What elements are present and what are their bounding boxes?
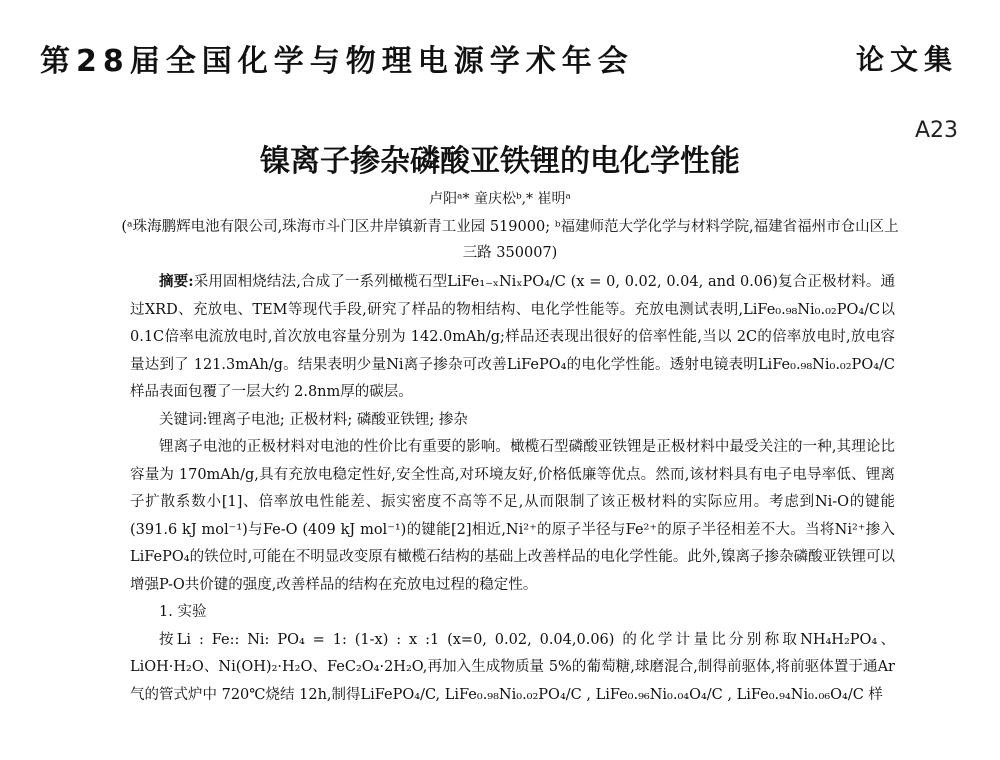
collection-label: 论文集 [855, 43, 958, 76]
intro-paragraph: 锂离子电池的正极材料对电池的性价比有重要的影响。橄榄石型磷酸亚铁锂是正极材料中最受关注的一种,其理论比容量为 170mAh/g,具有充放电稳定性好,安全性高,对环境友好,价格低廉等优点。然而,该材料具有电子电导率低、锂离子扩散系数小[1]、倍率放电性能差、振实密度不高等不足,从而限制了该正极材料的实际应用。考虑到Ni-O的键能(391.6 kJ mol⁻¹)与Fe-O (409 kJ mol⁻¹)的键能[2]相近,Ni²⁺的原子半径与Fe²⁺的原子半径相差不大。当将Ni²⁺掺入LiFePO₄的铁位时,可能在不明显改变原有橄榄石结构的基础上改善样品的电化学性能。此外,镍离子掺杂磷酸亚铁锂可以增强P-O共价键的强度,改善样品的结构在充放电过程的稳定性。 [130, 439, 895, 593]
body-content [130, 268, 895, 709]
keywords-label: 关键词: [159, 411, 208, 428]
paper-code: A23 [914, 118, 958, 143]
section-heading: 1. 实验 [159, 604, 207, 620]
conference-header: 第28届全国化学与物理电源学术年会 [40, 44, 634, 79]
keywords-text: 锂离子电池; 正极材料; 磷酸亚铁锂; 掺杂 [207, 411, 468, 428]
author-list: 卢阳ᵃ* 童庆松ᵇ,* 崔明ᵃ [429, 191, 571, 207]
experiment-paragraph: 按Li : Fe:: Ni: PO₄ = 1: (1-x) : x :1 (x=0, 0.02, 0.04,0.06) 的化学计量比分别称取NH₄H₂PO₄、LiOH·H₂O、Ni(OH)₂·H₂O、FeC₂O₄·2H₂O,再加入生成物质量 5%的葡萄糖,球磨混合,制得前驱体,将前驱体置于通Ar气的管式炉中 720℃烧结 12h,制得LiFePO₄/C, LiFe₀.₉₈Ni₀.₀₂PO₄/C , LiFe₀.₉₆Ni₀.₀₄O₄/C , LiFe₀.₉₄Ni₀.₀₆O₄/C 样 [130, 631, 895, 703]
keywords-paragraph [130, 407, 895, 435]
abstract-label: 摘要: [159, 273, 194, 290]
abstract-paragraph [130, 268, 895, 407]
abstract-text: 采用固相烧结法,合成了一系列橄榄石型LiFe₁₋ₓNiₓPO₄/C (x = 0, 0.02, 0.04, and 0.06)复合正极材料。通过XRD、充放电、TEM等现代手段,研究了样品的物相结构、电化学性能等。充放电测试表明,LiFe₀.₉₈Ni₀.₀₂PO₄/C以 0.1C倍率电流放电时,首次放电容量分别为 142.0mAh/g;样品还表现出很好的倍率性能,当以 2C的倍率放电时,放电容量达到了 121.3mAh/g。结果表明少量Ni离子掺杂可改善LiFePO₄的电化学性能。透射电镜表明LiFe₀.₉₈Ni₀.₀₂PO₄/C样品表面包覆了一层大约 2.8nm厚的碳层。 [130, 274, 895, 400]
affiliation: (ᵃ珠海鹏辉电池有限公司,珠海市斗门区井岸镇新青工业园 519000; ᵇ福建师范大学化学与材料学院,福建省福州市仓山区上三路 350007) [121, 219, 899, 261]
paper-title: 镍离子掺杂磷酸亚铁锂的电化学性能 [260, 144, 740, 179]
